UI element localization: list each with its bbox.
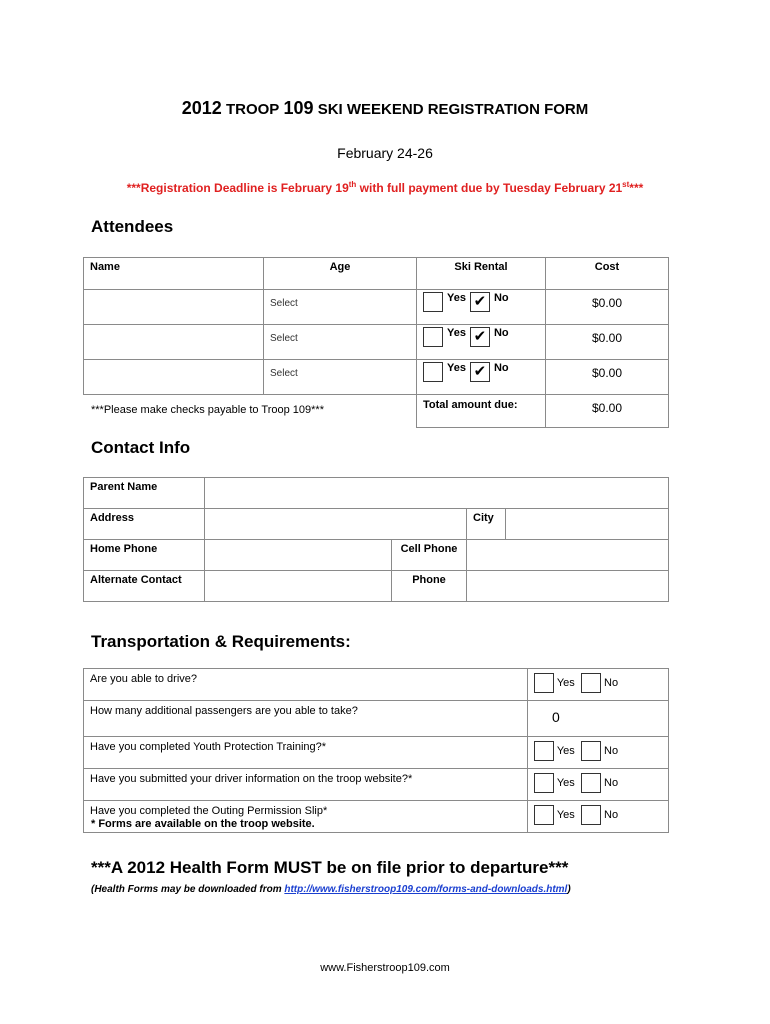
health-download-note: (Health Forms may be downloaded from http://www.fisherstroop109.com/forms-and-downloads.html) (91, 884, 571, 895)
deadline-notice: ***Registration Deadline is February 19th with full payment due by Tuesday February 21st*** (126, 180, 644, 195)
forms-note: * Forms are available on the troop website. (91, 818, 315, 830)
transport-heading: Transportation & Requirements: (91, 632, 351, 651)
driver-info-no-checkbox[interactable] (581, 773, 601, 793)
alternate-contact-label: Alternate Contact (84, 571, 205, 602)
name-input[interactable] (84, 360, 264, 395)
transport-table (83, 668, 669, 833)
table-row: How many additional passengers are you able to take? 0 (84, 701, 669, 737)
payment-note: ***Please make checks payable to Troop 109*** (91, 404, 324, 416)
city-label: City (467, 509, 506, 540)
health-forms-link[interactable]: http://www.fisherstroop109.com/forms-and-downloads.html (284, 884, 568, 895)
ypt-yes-checkbox[interactable] (534, 741, 554, 761)
age-select[interactable]: Select (264, 360, 417, 395)
event-dates: February 24-26 (337, 145, 433, 161)
table-row: Have you submitted your driver information on the troop website?* Yes No (84, 769, 669, 801)
permission-yes-checkbox[interactable] (534, 805, 554, 825)
table-row: Have you completed the Outing Permission Slip* Yes No (84, 801, 669, 833)
col-age: Age (264, 258, 417, 290)
drive-no-checkbox[interactable] (581, 673, 601, 693)
permission-no-checkbox[interactable] (581, 805, 601, 825)
footer-website: www.Fisherstroop109.com (320, 962, 450, 974)
ski-yes-checkbox[interactable] (423, 327, 443, 347)
passengers-input[interactable]: 0 (528, 701, 669, 737)
col-cost: Cost (546, 258, 669, 290)
driver-info-yes-checkbox[interactable] (534, 773, 554, 793)
table-row: Select Yes ✔ No $0.00 (84, 290, 669, 325)
parent-name-input[interactable] (205, 478, 669, 509)
attendees-heading: Attendees (91, 217, 174, 236)
cost-value: $0.00 (546, 290, 669, 325)
home-phone-label: Home Phone (84, 540, 205, 571)
drive-yes-checkbox[interactable] (534, 673, 554, 693)
cell-phone-input[interactable] (467, 540, 669, 571)
home-phone-input[interactable] (205, 540, 392, 571)
col-ski-rental: Ski Rental (417, 258, 546, 290)
contact-heading: Contact Info (91, 438, 191, 457)
table-row: Have you completed Youth Protection Training?* Yes No (84, 737, 669, 769)
age-select[interactable]: Select (264, 325, 417, 360)
ski-no-checkbox[interactable]: ✔ (470, 327, 490, 347)
ski-yes-checkbox[interactable] (423, 292, 443, 312)
total-value: $0.00 (546, 395, 669, 428)
table-row: Select Yes ✔ No $0.00 (84, 325, 669, 360)
contact-table (83, 477, 669, 602)
cost-value: $0.00 (546, 325, 669, 360)
attendees-table (83, 257, 669, 428)
phone-label: Phone (392, 571, 467, 602)
cell-phone-label: Cell Phone (392, 540, 467, 571)
name-input[interactable] (84, 325, 264, 360)
col-name: Name (84, 258, 264, 290)
total-label: Total amount due: (417, 395, 546, 428)
form-title: 2012 TROOP 109 SKI WEEKEND REGISTRATION FORM (181, 98, 589, 118)
ski-no-checkbox[interactable]: ✔ (470, 292, 490, 312)
address-label: Address (84, 509, 205, 540)
age-select[interactable]: Select (264, 290, 417, 325)
ski-no-checkbox[interactable]: ✔ (470, 362, 490, 382)
cost-value: $0.00 (546, 360, 669, 395)
table-row: Select Yes ✔ No $0.00 (84, 360, 669, 395)
ski-yes-checkbox[interactable] (423, 362, 443, 382)
health-form-notice: ***A 2012 Health Form MUST be on file prior to departure*** (91, 858, 569, 877)
phone-input[interactable] (467, 571, 669, 602)
ypt-no-checkbox[interactable] (581, 741, 601, 761)
alternate-contact-input[interactable] (205, 571, 392, 602)
name-input[interactable] (84, 290, 264, 325)
table-row: Are you able to drive? Yes No (84, 669, 669, 701)
address-input[interactable] (205, 509, 467, 540)
parent-name-label: Parent Name (84, 478, 205, 509)
city-input[interactable] (506, 509, 669, 540)
